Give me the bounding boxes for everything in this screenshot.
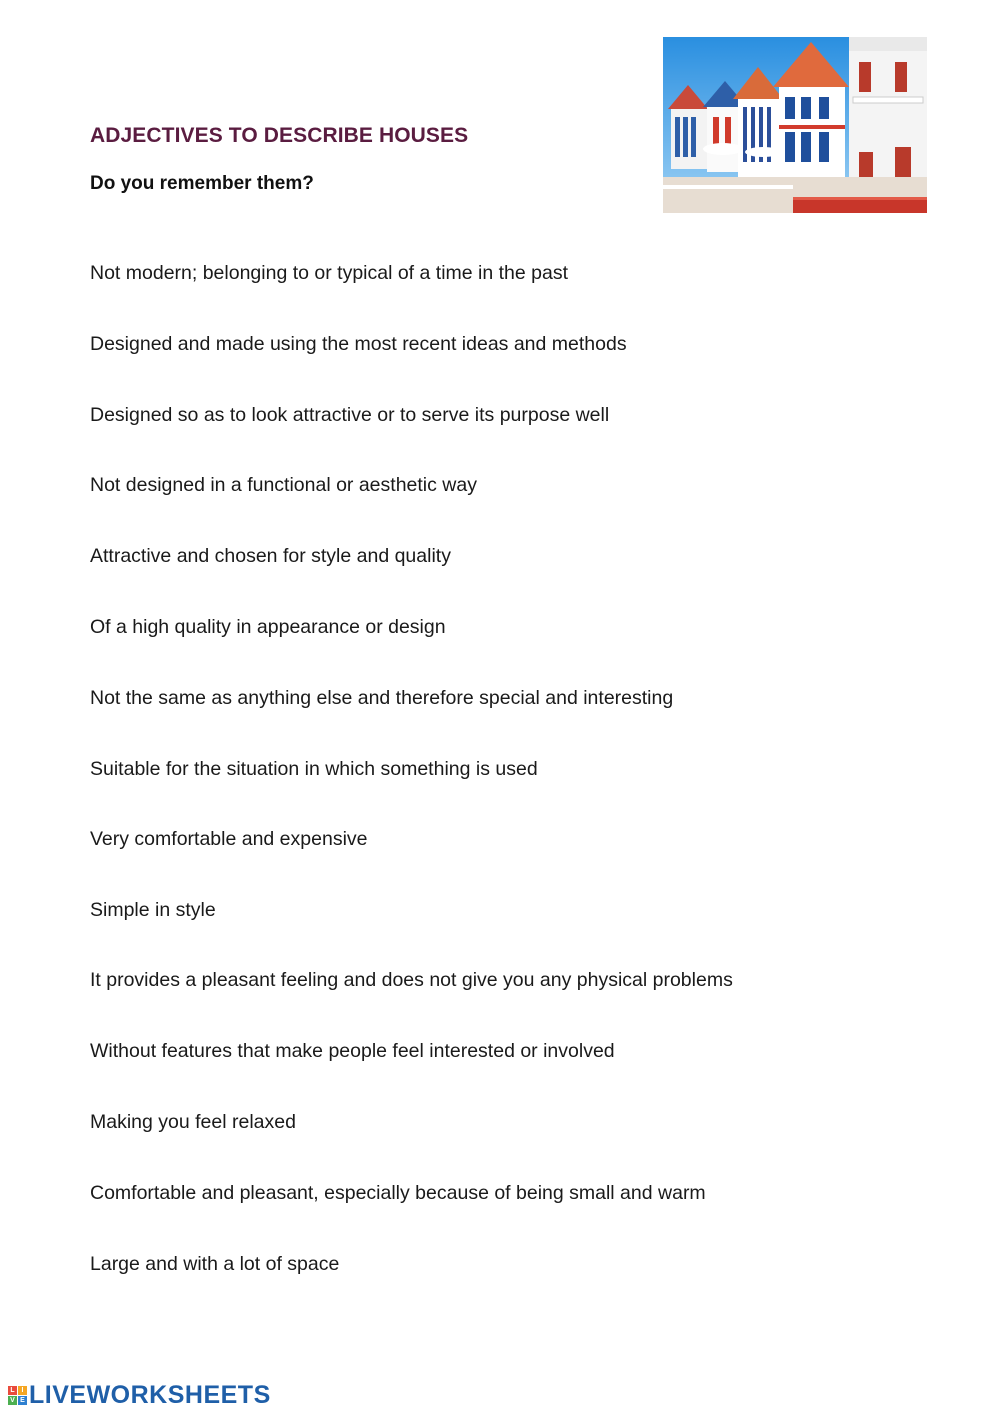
brand-name: LIVEWORKSHEETS	[29, 1380, 271, 1409]
logo-badge-icon: L I V E	[8, 1386, 27, 1405]
clue-item: Attractive and chosen for style and quality	[90, 545, 451, 567]
clue-item: Not modern; belonging to or typical of a time in the past	[90, 262, 569, 284]
clue-item: Comfortable and pleasant, especially because of being small and warm	[90, 1182, 706, 1204]
clue-item: Without features that make people feel interested or involved	[90, 1040, 615, 1062]
page-subtitle: Do you remember them?	[90, 173, 314, 194]
page-title: ADJECTIVES TO DESCRIBE HOUSES	[90, 124, 469, 147]
clue-item: Designed and made using the most recent ideas and methods	[90, 333, 627, 355]
clue-item: Of a high quality in appearance or design	[90, 616, 446, 638]
clue-item: Not designed in a functional or aesthetic way	[90, 474, 477, 496]
clue-item: Suitable for the situation in which something is used	[90, 758, 538, 780]
clue-item: Not the same as anything else and therefore special and interesting	[90, 687, 674, 709]
clue-item: Very comfortable and expensive	[90, 828, 368, 850]
clue-item: It provides a pleasant feeling and does not give you any physical problems	[90, 969, 733, 991]
clue-item: Large and with a lot of space	[90, 1253, 340, 1275]
clue-item: Making you feel relaxed	[90, 1111, 296, 1133]
clue-item: Simple in style	[90, 899, 216, 921]
liveworksheets-logo[interactable]	[8, 1381, 271, 1409]
houses-photo	[663, 37, 927, 213]
clue-item: Designed so as to look attractive or to serve its purpose well	[90, 404, 610, 426]
